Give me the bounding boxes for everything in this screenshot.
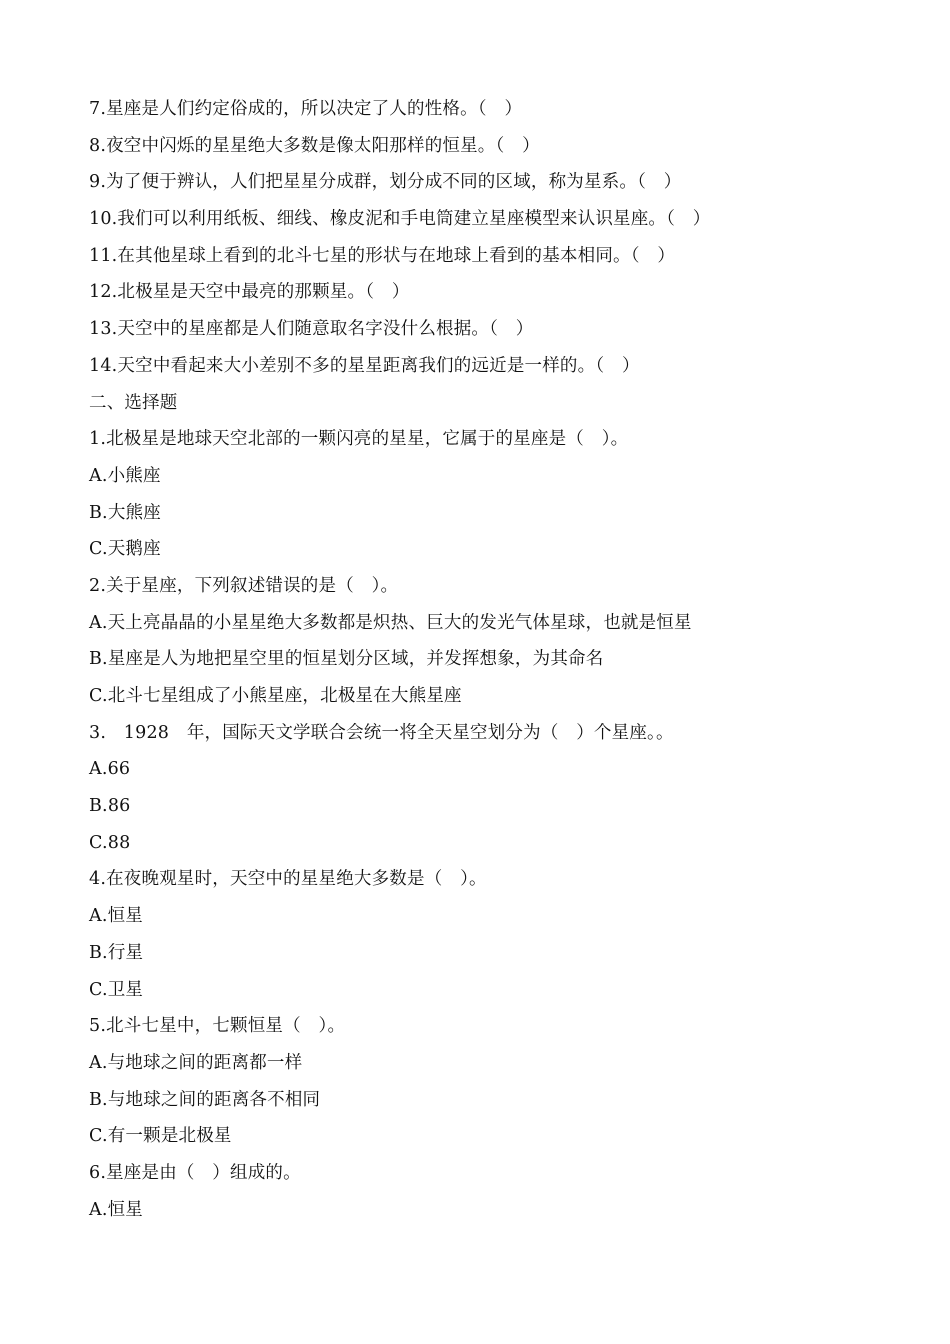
choice-question-2-option-a: A.天上亮晶晶的小星星绝大多数都是炽热、巨大的发光气体星球，也就是恒星	[89, 612, 692, 633]
judgment-question-11: 11.在其他星球上看到的北斗七星的形状与在地球上看到的基本相同。（ ）	[89, 245, 676, 266]
choice-question-1-option-b: B.大熊座	[89, 502, 161, 523]
choice-question-6-stem: 6.星座是由（ ）组成的。	[89, 1162, 301, 1183]
choice-question-4-option-c: C.卫星	[89, 979, 144, 1000]
choice-question-3-option-b: B.86	[89, 796, 131, 817]
choice-question-6-option-a: A.恒星	[89, 1199, 144, 1220]
choice-question-1-option-c: C.天鹅座	[89, 539, 161, 560]
choice-question-1-stem: 1.北极星是地球天空北部的一颗闪亮的星星，它属于的星座是（ ）。	[89, 429, 629, 450]
choice-question-5-option-a: A.与地球之间的距离都一样	[89, 1052, 303, 1073]
judgment-question-13: 13.天空中的星座都是人们随意取名字没什么根据。（ ）	[89, 319, 534, 340]
choice-question-1-option-a: A.小熊座	[89, 465, 161, 486]
judgment-question-14: 14.天空中看起来大小差别不多的星星距离我们的远近是一样的。（ ）	[89, 355, 640, 376]
judgment-question-7: 7.星座是人们约定俗成的，所以决定了人的性格。（ ）	[89, 99, 523, 119]
choice-question-2-option-b: B.星座是人为地把星空里的恒星划分区域，并发挥想象，为其命名	[89, 649, 604, 670]
choice-question-5-option-c: C.有一颗是北极星	[89, 1126, 232, 1147]
choice-question-4-option-a: A.恒星	[89, 906, 144, 927]
section-heading: 二、选择题	[89, 392, 178, 413]
choice-question-3-stem: 3. 1928 年，国际天文学联合会统一将全天星空划分为（ ）个星座。。	[89, 722, 674, 743]
choice-question-2-stem: 2.关于星座，下列叙述错误的是（ ）。	[89, 575, 399, 596]
document-body	[89, 91, 919, 1228]
choice-question-2-option-c: C.北斗七星组成了小熊星座，北极星在大熊星座	[89, 686, 462, 706]
choice-question-4-stem: 4.在夜晚观星时，天空中的星星绝大多数是（ ）。	[89, 869, 487, 890]
choice-question-3-option-a: A.66	[89, 759, 131, 780]
choice-question-4-option-b: B.行星	[89, 942, 144, 963]
choice-question-3-option-c: C.88	[89, 832, 131, 853]
choice-question-5-stem: 5.北斗七星中，七颗恒星（ ）。	[89, 1016, 346, 1037]
judgment-question-8: 8.夜空中闪烁的星星绝大多数是像太阳那样的恒星。（ ）	[89, 135, 540, 156]
judgment-question-10: 10.我们可以利用纸板、细线、橡皮泥和手电筒建立星座模型来认识星座。（ ）	[89, 209, 711, 230]
judgment-question-9: 9.为了便于辨认，人们把星星分成群，划分成不同的区域，称为星系。（ ）	[89, 172, 682, 193]
choice-question-5-option-b: B.与地球之间的距离各不相同	[89, 1089, 321, 1110]
judgment-question-12: 12.北极星是天空中最亮的那颗星。（ ）	[89, 282, 410, 303]
